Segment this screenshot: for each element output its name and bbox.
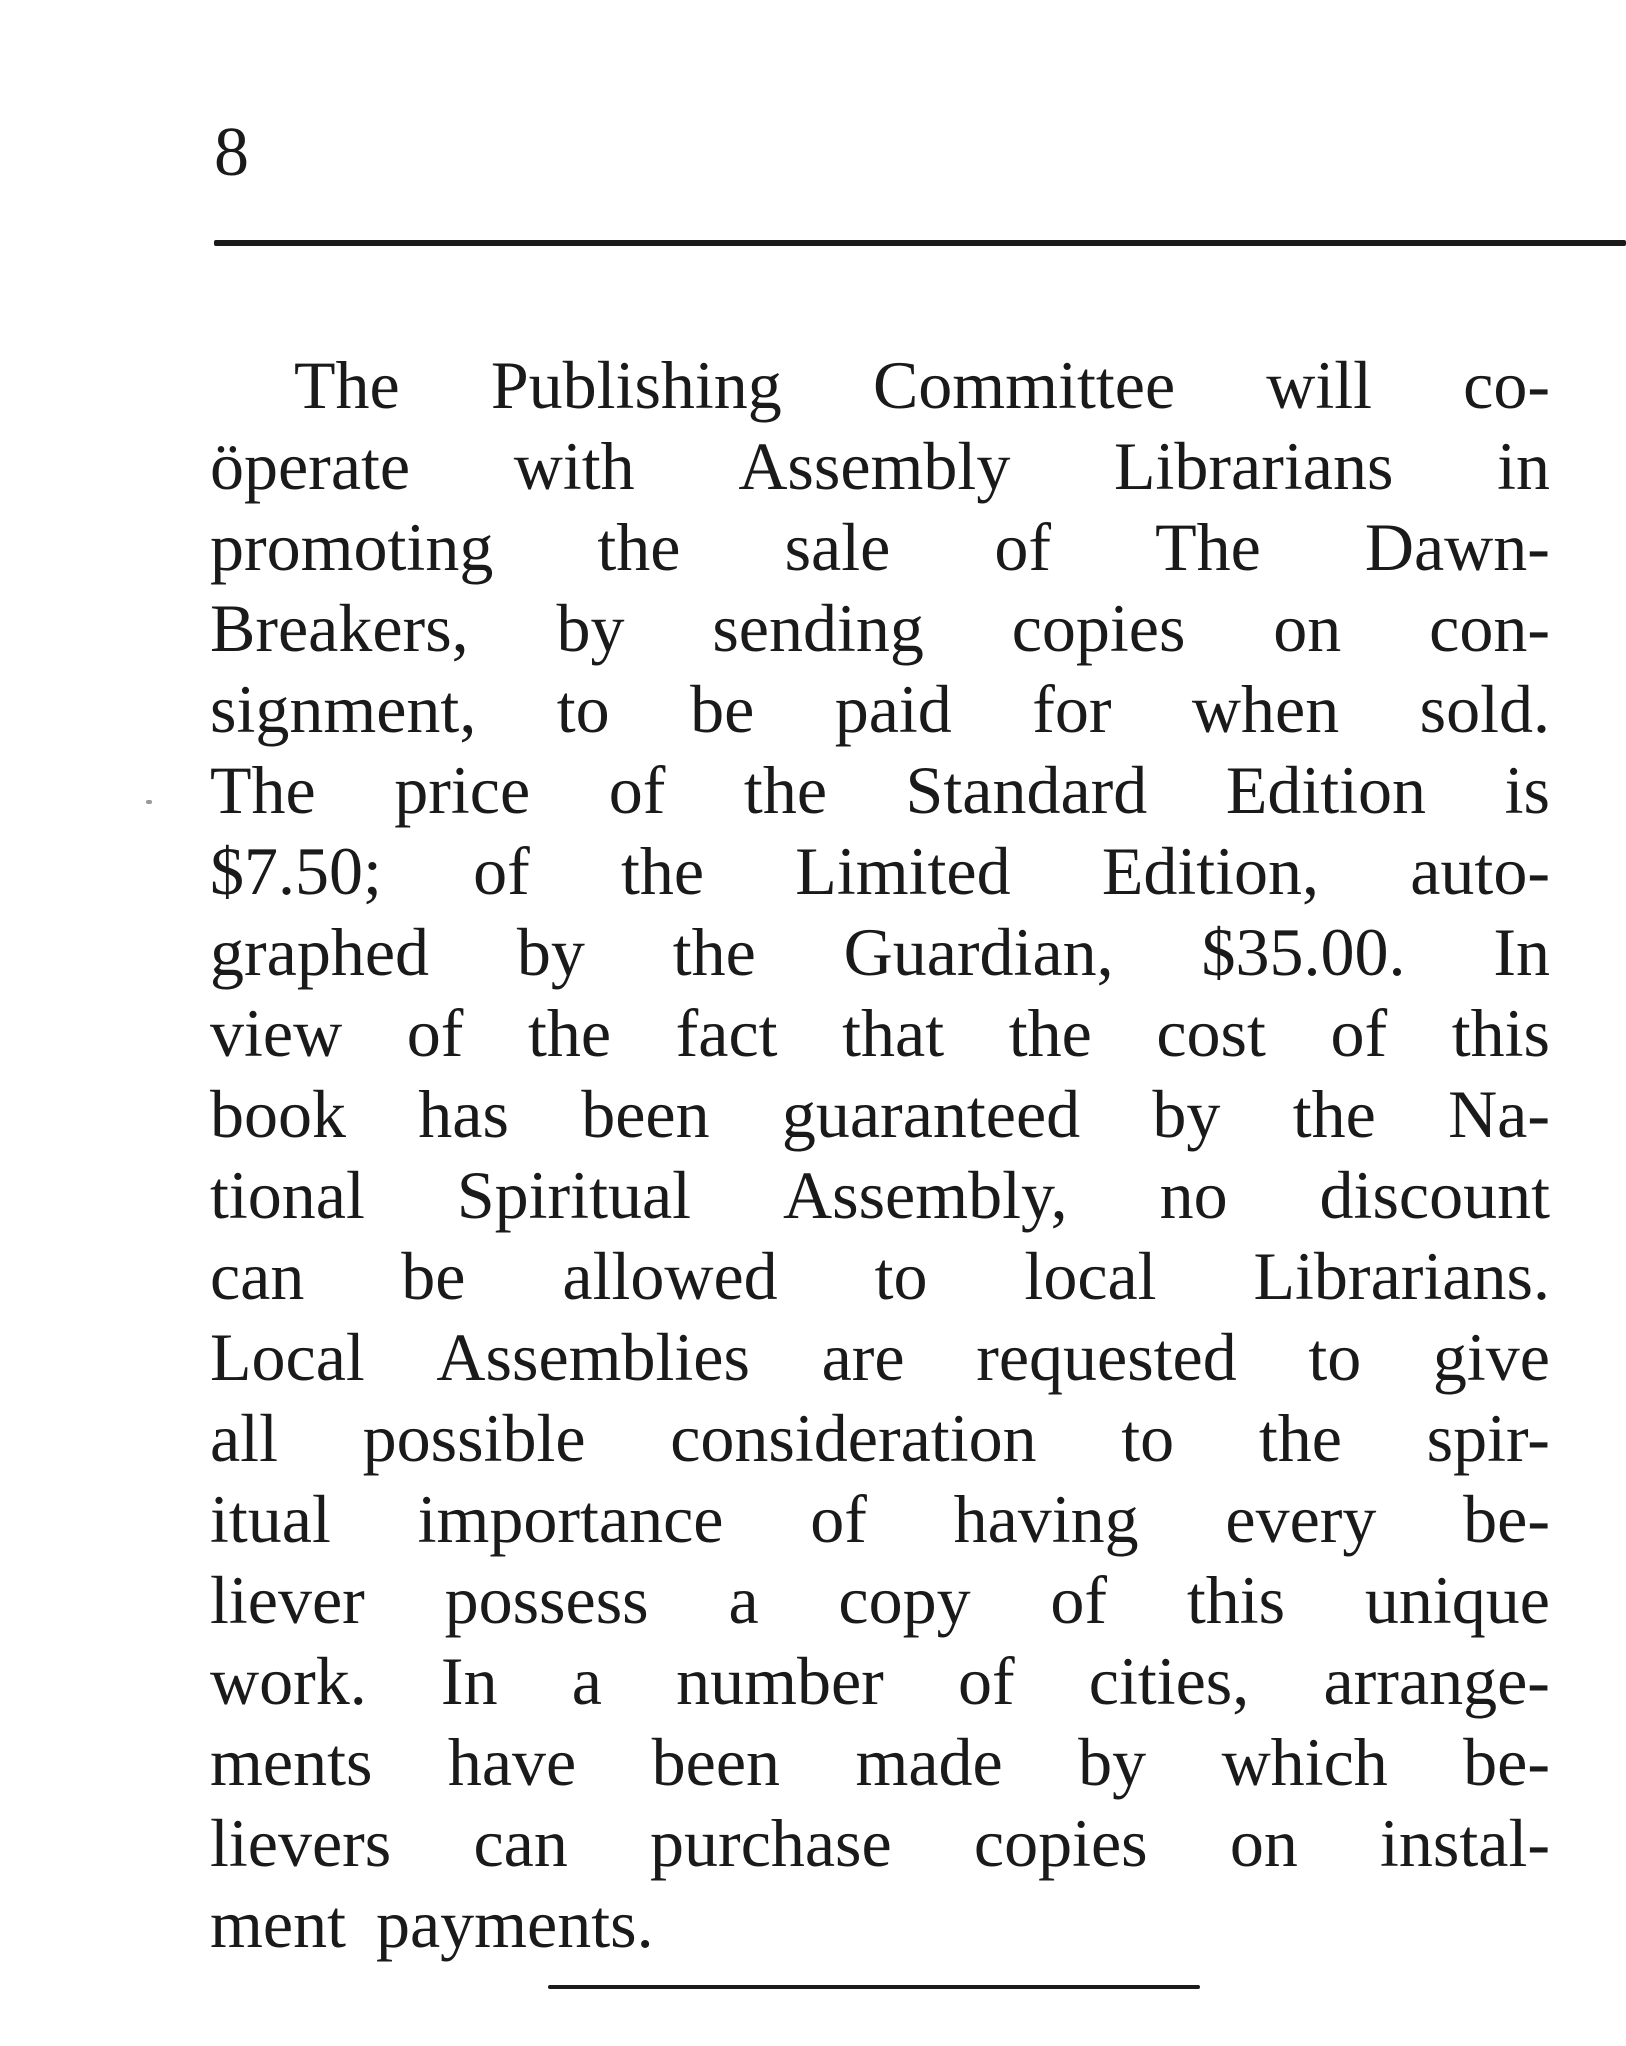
word: The <box>1155 509 1261 585</box>
text-line <box>210 669 1550 750</box>
word: copies <box>973 1805 1148 1881</box>
word: been <box>581 1076 710 1152</box>
word: sending <box>712 590 924 666</box>
word: the <box>1258 1400 1342 1476</box>
word: local <box>1024 1238 1157 1314</box>
word: give <box>1432 1319 1550 1395</box>
text-line <box>210 750 1550 831</box>
word: possess <box>444 1562 649 1638</box>
word: signment, <box>210 671 477 747</box>
word: itual <box>210 1481 331 1557</box>
word: of <box>473 833 530 909</box>
word: the <box>621 833 705 909</box>
word: view <box>210 995 343 1071</box>
bottom-rule <box>548 1985 1200 1989</box>
word: are <box>821 1319 905 1395</box>
word: this <box>1186 1562 1286 1638</box>
text-line <box>210 1074 1550 1155</box>
word: Edition <box>1225 752 1427 828</box>
text-line <box>210 1479 1550 1560</box>
word: Librarians <box>1113 428 1394 504</box>
word: sale <box>784 509 891 585</box>
word: be- <box>1463 1481 1550 1557</box>
word: Na- <box>1448 1076 1550 1152</box>
word: Spiritual <box>456 1157 692 1233</box>
article-body <box>210 345 1550 1965</box>
word: Local <box>210 1319 365 1395</box>
word: be- <box>1463 1724 1550 1800</box>
word: öperate <box>210 428 411 504</box>
word: of <box>957 1643 1015 1719</box>
word: no <box>1159 1157 1228 1233</box>
word: all <box>210 1400 278 1476</box>
word: to <box>1308 1319 1362 1395</box>
word: allowed <box>562 1238 778 1314</box>
word: tional <box>210 1157 365 1233</box>
word: for <box>1032 671 1112 747</box>
word: copy <box>838 1562 971 1638</box>
word: to <box>1121 1400 1175 1476</box>
word: will <box>1266 347 1373 423</box>
word: that <box>842 995 945 1071</box>
word: work. <box>210 1643 367 1719</box>
word: cost <box>1156 995 1266 1071</box>
word: having <box>953 1481 1139 1557</box>
word: on <box>1273 590 1342 666</box>
word: of <box>406 995 464 1071</box>
word: fact <box>675 995 778 1071</box>
text-line <box>210 426 1550 507</box>
word: liever <box>210 1562 365 1638</box>
word: number <box>676 1643 884 1719</box>
word: instal- <box>1380 1805 1550 1881</box>
text-line <box>210 588 1550 669</box>
text-line <box>210 1236 1550 1317</box>
word: book <box>210 1076 346 1152</box>
text-line <box>210 831 1550 912</box>
word: to <box>556 671 610 747</box>
word: paid <box>834 671 952 747</box>
word: ment <box>210 1886 346 1962</box>
text-line <box>210 1560 1550 1641</box>
word: can <box>473 1805 568 1881</box>
text-line <box>210 507 1550 588</box>
word: the <box>528 995 612 1071</box>
word: co- <box>1463 347 1550 423</box>
text-line <box>210 1641 1550 1722</box>
word: Assembly, <box>783 1157 1068 1233</box>
text-line <box>210 1398 1550 1479</box>
word: when <box>1191 671 1340 747</box>
word: The <box>210 752 316 828</box>
word: graphed <box>210 914 430 990</box>
word: the <box>672 914 756 990</box>
word: the <box>597 509 681 585</box>
word: Librarians. <box>1253 1238 1550 1314</box>
word: the <box>743 752 827 828</box>
word: made <box>855 1724 1003 1800</box>
word: cities, <box>1088 1643 1250 1719</box>
text-line <box>210 1155 1550 1236</box>
word: Publishing <box>490 347 782 423</box>
word: the <box>1292 1076 1376 1152</box>
word: Dawn- <box>1364 509 1550 585</box>
word: unique <box>1364 1562 1550 1638</box>
word: Standard <box>905 752 1148 828</box>
word: by <box>516 914 585 990</box>
word: by <box>1152 1076 1221 1152</box>
word: In <box>1493 914 1550 990</box>
word: arrange- <box>1323 1643 1550 1719</box>
word: the <box>1008 995 1092 1071</box>
text-line <box>210 345 1550 426</box>
word: this <box>1451 995 1550 1071</box>
word: sold. <box>1419 671 1550 747</box>
word: by <box>556 590 625 666</box>
word: every <box>1225 1481 1377 1557</box>
word: have <box>447 1724 577 1800</box>
text-line <box>210 1884 1550 1965</box>
page-number: 8 <box>214 114 249 191</box>
word: con- <box>1429 590 1550 666</box>
text-line <box>210 993 1550 1074</box>
word: Assembly <box>738 428 1011 504</box>
word: with <box>513 428 635 504</box>
word: purchase <box>650 1805 892 1881</box>
word: of <box>1050 1562 1108 1638</box>
word: has <box>418 1076 509 1152</box>
word: which <box>1221 1724 1388 1800</box>
word: to <box>874 1238 928 1314</box>
word: $7.50; <box>210 833 382 909</box>
text-line <box>210 1803 1550 1884</box>
word: consideration <box>670 1400 1037 1476</box>
word: auto- <box>1410 833 1550 909</box>
word: copies <box>1011 590 1186 666</box>
text-line <box>210 1722 1550 1803</box>
word: possible <box>362 1400 586 1476</box>
word: importance <box>417 1481 724 1557</box>
word: be <box>690 671 755 747</box>
word: In <box>440 1643 498 1719</box>
word: of <box>810 1481 867 1557</box>
speck <box>146 800 152 804</box>
word: payments. <box>375 1886 654 1962</box>
word: requested <box>976 1319 1237 1395</box>
text-line <box>210 912 1550 993</box>
text-line <box>210 1317 1550 1398</box>
word: is <box>1504 752 1550 828</box>
word: of <box>994 509 1052 585</box>
word: be <box>401 1238 466 1314</box>
word: Committee <box>872 347 1176 423</box>
word: Edition, <box>1101 833 1320 909</box>
word: discount <box>1319 1157 1550 1233</box>
word: price <box>394 752 531 828</box>
top-rule <box>214 240 1626 246</box>
word: guaranteed <box>781 1076 1081 1152</box>
word: ments <box>210 1724 373 1800</box>
word: on <box>1229 1805 1298 1881</box>
word: Guardian, <box>843 914 1114 990</box>
word: Assemblies <box>436 1319 750 1395</box>
word: Breakers, <box>210 590 469 666</box>
word: lievers <box>210 1805 392 1881</box>
word: spir- <box>1426 1400 1550 1476</box>
word: The <box>294 347 400 423</box>
word: Limited <box>795 833 1011 909</box>
word: $35.00. <box>1201 914 1406 990</box>
word: can <box>210 1238 305 1314</box>
word: a <box>571 1643 602 1719</box>
word: in <box>1497 428 1550 504</box>
word: by <box>1078 1724 1147 1800</box>
word: promoting <box>210 509 494 585</box>
word: of <box>1330 995 1388 1071</box>
word: of <box>608 752 666 828</box>
word: a <box>728 1562 759 1638</box>
word: been <box>651 1724 781 1800</box>
